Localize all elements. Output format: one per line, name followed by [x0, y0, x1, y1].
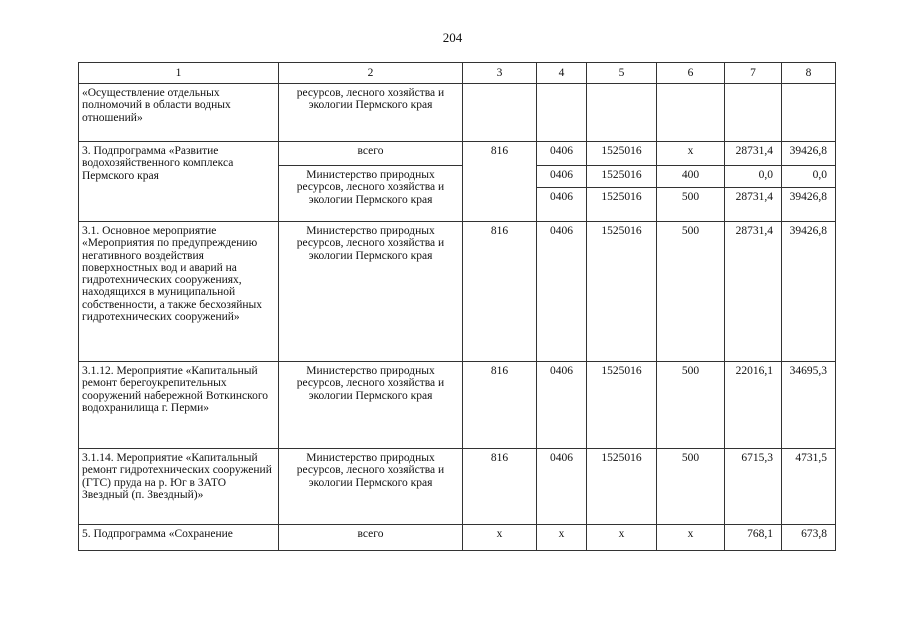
item-name-cell: 3.1. Основное мероприятие «Мероприятия по предупреждению негативного воздействия поверхностных вод и аварий на гидротехнических сооружениях, находящихся в муниципальной собственности, а также бесхозяйных гидротехнических сооружений» [79, 222, 279, 362]
value-col7-cell: 28731,4 [725, 142, 782, 166]
column-header: 3 [463, 63, 537, 84]
column-header: 8 [782, 63, 836, 84]
column-header: 1 [79, 63, 279, 84]
csr-cell: 1525016 [587, 166, 657, 188]
executor-cell: всего [279, 525, 463, 551]
rz-cell [537, 84, 587, 142]
table-row [79, 362, 836, 449]
vr-cell: 500 [657, 188, 725, 222]
item-name-cell: «Осуществление отдельных полномочий в области водных отношений» [79, 84, 279, 142]
csr-cell: 1525016 [587, 449, 657, 525]
value-col7-cell: 768,1 [725, 525, 782, 551]
vr-cell: 500 [657, 222, 725, 362]
rz-cell: 0406 [537, 362, 587, 449]
executor-cell: всего [279, 142, 463, 166]
executor-cell: Министерство природных ресурсов, лесного хозяйства и экологии Пермского края [279, 222, 463, 362]
executor-cell: Министерство природных ресурсов, лесного хозяйства и экологии Пермского края [279, 166, 463, 222]
grbs-cell: 816 [463, 222, 537, 362]
vr-cell: 500 [657, 449, 725, 525]
value-col8-cell: 0,0 [782, 166, 836, 188]
grbs-cell: х [463, 525, 537, 551]
rz-cell: 0406 [537, 449, 587, 525]
table-row [79, 84, 836, 142]
csr-cell: 1525016 [587, 142, 657, 166]
grbs-cell: 816 [463, 362, 537, 449]
column-header: 6 [657, 63, 725, 84]
header-row [79, 63, 836, 84]
item-name-cell: 5. Подпрограмма «Сохранение [79, 525, 279, 551]
item-name-cell: 3. Подпрограмма «Развитие водохозяйственного комплекса Пермского края [79, 142, 279, 222]
vr-cell: 500 [657, 362, 725, 449]
table-row [79, 449, 836, 525]
rz-cell: х [537, 525, 587, 551]
value-col8-cell [782, 84, 836, 142]
value-col7-cell [725, 84, 782, 142]
csr-cell: х [587, 525, 657, 551]
executor-cell: ресурсов, лесного хозяйства и экологии Пермского края [279, 84, 463, 142]
executor-cell: Министерство природных ресурсов, лесного хозяйства и экологии Пермского края [279, 362, 463, 449]
grbs-cell [463, 84, 537, 142]
item-name-cell: 3.1.12. Мероприятие «Капитальный ремонт берегоукрепительных сооружений набережной Воткинского водохранилища г. Перми» [79, 362, 279, 449]
value-col8-cell: 39426,8 [782, 188, 836, 222]
vr-cell: х [657, 525, 725, 551]
csr-cell: 1525016 [587, 222, 657, 362]
budget-table [78, 62, 836, 551]
table-row [79, 222, 836, 362]
column-header: 7 [725, 63, 782, 84]
value-col8-cell: 673,8 [782, 525, 836, 551]
page-number: 204 [442, 30, 463, 45]
rz-cell: 0406 [537, 166, 587, 188]
value-col8-cell: 39426,8 [782, 222, 836, 362]
vr-cell: 400 [657, 166, 725, 188]
column-header: 5 [587, 63, 657, 84]
vr-cell: х [657, 142, 725, 166]
column-header: 2 [279, 63, 463, 84]
value-col7-cell: 22016,1 [725, 362, 782, 449]
rz-cell: 0406 [537, 142, 587, 166]
value-col7-cell: 0,0 [725, 166, 782, 188]
grbs-cell: 816 [463, 449, 537, 525]
table-row [79, 525, 836, 551]
value-col8-cell: 34695,3 [782, 362, 836, 449]
csr-cell: 1525016 [587, 362, 657, 449]
csr-cell [587, 84, 657, 142]
grbs-cell: 816 [463, 142, 537, 222]
rz-cell: 0406 [537, 222, 587, 362]
column-header: 4 [537, 63, 587, 84]
value-col7-cell: 6715,3 [725, 449, 782, 525]
table-row [79, 142, 836, 166]
csr-cell: 1525016 [587, 188, 657, 222]
executor-cell: Министерство природных ресурсов, лесного хозяйства и экологии Пермского края [279, 449, 463, 525]
item-name-cell: 3.1.14. Мероприятие «Капитальный ремонт гидротехнических сооружений (ГТС) пруда на р. Юг в ЗАТО Звездный (п. Звездный)» [79, 449, 279, 525]
value-col8-cell: 4731,5 [782, 449, 836, 525]
value-col7-cell: 28731,4 [725, 188, 782, 222]
value-col8-cell: 39426,8 [782, 142, 836, 166]
rz-cell: 0406 [537, 188, 587, 222]
value-col7-cell: 28731,4 [725, 222, 782, 362]
vr-cell [657, 84, 725, 142]
